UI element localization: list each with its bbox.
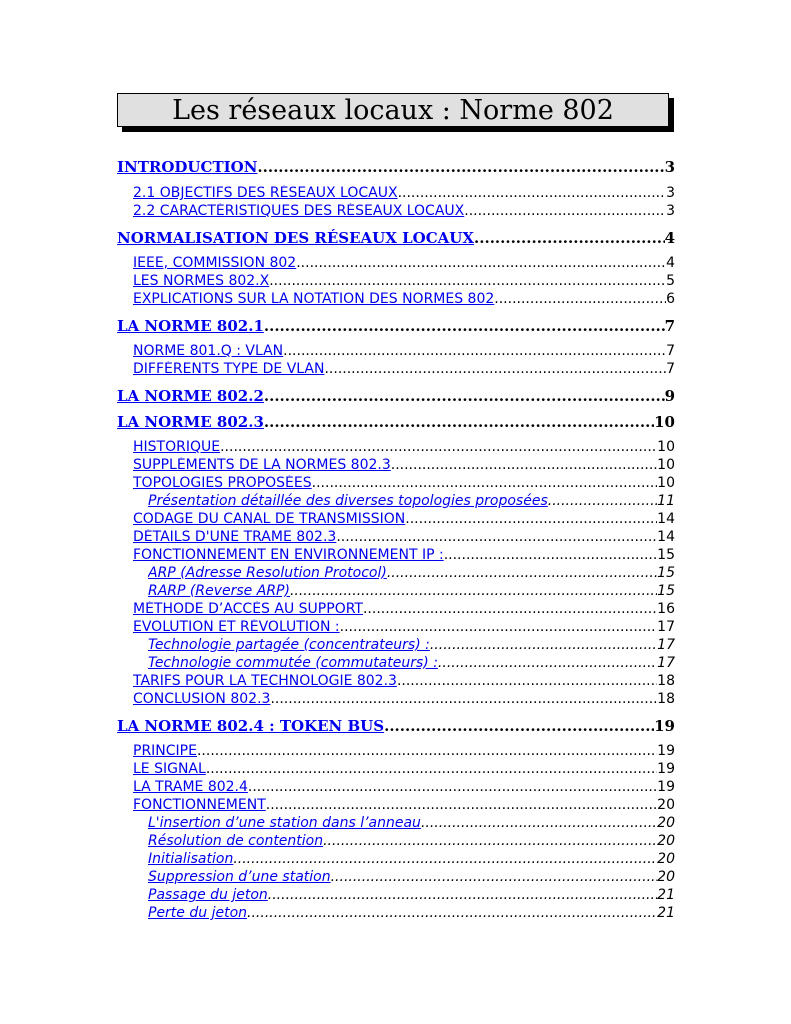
- toc-entry-level-3[interactable]: [148, 815, 675, 831]
- toc-entry-level-3[interactable]: [148, 583, 675, 599]
- toc-page-number: 3: [664, 158, 675, 176]
- toc-leader-dots: [233, 851, 657, 867]
- toc-leader-dots: [430, 637, 657, 653]
- toc-page-number: 3: [666, 185, 675, 201]
- toc-entry-link[interactable]: SUPPLÉMENTS DE LA NORMES 802.3: [133, 457, 391, 473]
- toc-entry-link[interactable]: NORMALISATION DES RÉSEAUX LOCAUX: [117, 229, 475, 247]
- toc-page-number: 17: [657, 637, 675, 653]
- toc-entry-level-2[interactable]: [133, 255, 675, 271]
- toc-leader-dots: [548, 493, 657, 509]
- toc-page-number: 3: [666, 203, 675, 219]
- toc-page-number: 18: [657, 691, 675, 707]
- toc-leader-dots: [464, 203, 666, 219]
- toc-page-number: 16: [657, 601, 675, 617]
- toc-leader-dots: [324, 361, 666, 377]
- toc-page-number: 18: [657, 673, 675, 689]
- toc-leader-dots: [296, 255, 666, 271]
- toc-entry-level-2[interactable]: [133, 361, 675, 377]
- toc-entry-level-2[interactable]: [133, 547, 675, 563]
- toc-leader-dots: [269, 273, 666, 289]
- toc-entry-link[interactable]: 2.2 CARACTÉRISTIQUES DES RÉSEAUX LOCAUX: [133, 203, 465, 219]
- toc-entry-level-2[interactable]: [133, 475, 675, 491]
- toc-entry-link[interactable]: TARIFS POUR LA TECHNOLOGIE 802.3: [133, 673, 397, 689]
- toc-entry-link[interactable]: Technologie partagée (concentrateurs) :: [148, 637, 430, 653]
- toc-entry-level-3[interactable]: [148, 869, 675, 885]
- toc-leader-dots: [494, 291, 666, 307]
- toc-entry-link[interactable]: EVOLUTION ET RÉVOLUTION :: [133, 619, 340, 635]
- toc-page-number: 19: [657, 743, 675, 759]
- toc-page-number: 10: [657, 457, 675, 473]
- toc-entry-level-2[interactable]: [133, 601, 675, 617]
- toc-leader-dots: [421, 815, 657, 831]
- toc-entry-link[interactable]: HISTORIQUE: [133, 439, 221, 455]
- toc-leader-dots: [398, 185, 667, 201]
- toc-entry-level-2[interactable]: [133, 291, 675, 307]
- toc-entry-level-2[interactable]: [133, 673, 675, 689]
- toc-leader-dots: [268, 887, 657, 903]
- toc-entry-link[interactable]: CONCLUSION 802.3: [133, 691, 271, 707]
- toc-leader-dots: [340, 619, 658, 635]
- toc-entry-level-1[interactable]: [117, 387, 675, 405]
- toc-entry-level-2[interactable]: [133, 185, 675, 201]
- toc-entry-link[interactable]: Perte du jeton: [148, 905, 248, 921]
- toc-entry-link[interactable]: Initialisation: [148, 851, 234, 867]
- toc-entry-level-3[interactable]: [148, 637, 675, 653]
- toc-entry-link[interactable]: Présentation détaillée des diverses topologies proposées: [148, 493, 548, 509]
- toc-entry-link[interactable]: LE SIGNAL: [133, 761, 206, 777]
- toc-leader-dots: [264, 413, 654, 431]
- toc-entry-level-2[interactable]: [133, 529, 675, 545]
- toc-leader-dots: [220, 439, 657, 455]
- toc-entry-level-3[interactable]: [148, 905, 675, 921]
- toc-page-number: 7: [664, 317, 675, 335]
- toc-entry-link[interactable]: IEEE, COMMISSION 802: [133, 255, 297, 271]
- toc-leader-dots: [323, 833, 657, 849]
- toc-leader-dots: [197, 743, 657, 759]
- toc-leader-dots: [266, 797, 657, 813]
- toc-page-number: 7: [666, 343, 675, 359]
- toc-page-number: 20: [657, 851, 675, 867]
- toc-page-number: 10: [657, 475, 675, 491]
- toc-leader-dots: [270, 691, 657, 707]
- toc-leader-dots: [405, 511, 657, 527]
- toc-entry-link[interactable]: EXPLICATIONS SUR LA NOTATION DES NORMES 802: [133, 291, 495, 307]
- toc-entry-link[interactable]: L'insertion d’une station dans l’anneau: [148, 815, 421, 831]
- toc-page-number: 5: [666, 273, 675, 289]
- toc-entry-level-2[interactable]: [133, 761, 675, 777]
- toc-page-number: 6: [666, 291, 675, 307]
- toc-entry-level-2[interactable]: [133, 343, 675, 359]
- toc-leader-dots: [336, 529, 657, 545]
- toc-entry-level-1[interactable]: [117, 158, 675, 176]
- toc-page-number: 4: [664, 229, 675, 247]
- toc-entry-link[interactable]: 2.1 OBJECTIFS DES RÉSEAUX LOCAUX: [133, 185, 398, 201]
- toc-leader-dots: [264, 387, 665, 405]
- toc-leader-dots: [283, 343, 666, 359]
- toc-entry-link[interactable]: Passage du jeton: [148, 887, 268, 903]
- toc-entry-level-2[interactable]: [133, 457, 675, 473]
- toc-entry-link[interactable]: LA NORME 802.1: [117, 317, 264, 335]
- toc-page-number: 15: [657, 583, 675, 599]
- toc-entry-link[interactable]: INTRODUCTION: [117, 158, 258, 176]
- toc-entry-level-2[interactable]: [133, 273, 675, 289]
- toc-page-number: 17: [657, 655, 675, 671]
- toc-leader-dots: [474, 229, 665, 247]
- toc-entry-level-2[interactable]: [133, 691, 675, 707]
- toc-entry-level-3[interactable]: [148, 851, 675, 867]
- toc-leader-dots: [397, 673, 657, 689]
- toc-page-number: 15: [657, 565, 675, 581]
- toc-leader-dots: [248, 779, 657, 795]
- toc-entry-level-2[interactable]: [133, 779, 675, 795]
- toc-entry-link[interactable]: DIFFÉRENTS TYPE DE VLAN: [133, 361, 325, 377]
- toc-entry-level-3[interactable]: [148, 565, 675, 581]
- toc-entry-link[interactable]: RARP (Reverse ARP): [148, 583, 290, 599]
- toc-entry-link[interactable]: LA NORME 802.3: [117, 413, 264, 431]
- toc-leader-dots: [391, 457, 657, 473]
- toc-entry-link[interactable]: FONCTIONNEMENT: [133, 797, 266, 813]
- toc-entry-level-3[interactable]: [148, 887, 675, 903]
- toc-entry-link[interactable]: LA NORME 802.2: [117, 387, 264, 405]
- toc-entry-level-1[interactable]: [117, 229, 675, 247]
- toc-entry-level-3[interactable]: [148, 833, 675, 849]
- toc-page-number: 20: [657, 797, 675, 813]
- toc-leader-dots: [331, 869, 658, 885]
- toc-entry-link[interactable]: LA TRAME 802.4: [133, 779, 248, 795]
- toc-leader-dots: [384, 717, 654, 735]
- toc-page-number: 15: [657, 547, 675, 563]
- toc-page-number: 19: [657, 761, 675, 777]
- toc-entry-link[interactable]: CODAGE DU CANAL DE TRANSMISSION: [133, 511, 406, 527]
- toc-entry-link[interactable]: LES NORMES 802.X: [133, 273, 270, 289]
- toc-leader-dots: [312, 475, 658, 491]
- toc-page-number: 20: [657, 869, 675, 885]
- toc-entry-link[interactable]: NORME 801.Q : VLAN: [133, 343, 284, 359]
- toc-entry-level-2[interactable]: [133, 743, 675, 759]
- toc-page-number: 21: [657, 905, 675, 921]
- toc-entry-level-1[interactable]: [117, 317, 675, 335]
- toc-entry-link[interactable]: Résolution de contention: [148, 833, 324, 849]
- toc-page-number: 19: [657, 779, 675, 795]
- toc-leader-dots: [206, 761, 657, 777]
- toc-page-number: 21: [657, 887, 675, 903]
- toc-page-number: 17: [657, 619, 675, 635]
- toc-entry-link[interactable]: ARP (Adresse Resolution Protocol): [148, 565, 387, 581]
- toc-entry-link[interactable]: FONCTIONNEMENT EN ENVIRONNEMENT IP :: [133, 547, 444, 563]
- toc-entry-level-2[interactable]: [133, 511, 675, 527]
- toc-entry-level-1[interactable]: [117, 413, 675, 431]
- toc-leader-dots: [438, 655, 657, 671]
- toc-page-number: 9: [664, 387, 675, 405]
- toc-leader-dots: [257, 158, 664, 176]
- toc-page-number: 20: [657, 833, 675, 849]
- toc-leader-dots: [363, 601, 657, 617]
- toc-page-number: 14: [657, 511, 675, 527]
- toc-page-number: 7: [666, 361, 675, 377]
- toc-entry-level-1[interactable]: [117, 717, 675, 735]
- toc-entry-level-3[interactable]: [148, 493, 675, 509]
- toc-entry-link[interactable]: PRINCIPE: [133, 743, 197, 759]
- toc-leader-dots: [444, 547, 657, 563]
- toc-entry-level-2[interactable]: [133, 439, 675, 455]
- document-title: Les réseaux locaux : Norme 802: [117, 93, 669, 127]
- toc-entry-link[interactable]: LA NORME 802.4 : TOKEN BUS: [117, 717, 385, 735]
- toc-leader-dots: [247, 905, 657, 921]
- toc-entry-level-2[interactable]: [133, 619, 675, 635]
- toc-page-number: 10: [654, 413, 675, 431]
- toc-page-number: 19: [654, 717, 675, 735]
- toc-entry-link[interactable]: Suppression d’une station: [148, 869, 331, 885]
- toc-page-number: 11: [657, 493, 675, 509]
- toc-entry-link[interactable]: DÉTAILS D'UNE TRAME 802.3: [133, 529, 337, 545]
- toc-page-number: 20: [657, 815, 675, 831]
- toc-entry-link[interactable]: TOPOLOGIES PROPOSÉES: [133, 475, 312, 491]
- toc-entry-link[interactable]: MÉTHODE D’ACCÈS AU SUPPORT: [133, 601, 363, 617]
- toc-entry-link[interactable]: Technologie commutée (commutateurs) :: [148, 655, 438, 671]
- toc-leader-dots: [264, 317, 665, 335]
- toc-leader-dots: [387, 565, 657, 581]
- toc-leader-dots: [290, 583, 657, 599]
- toc-page-number: 4: [666, 255, 675, 271]
- toc-page-number: 14: [657, 529, 675, 545]
- toc-entry-level-2[interactable]: [133, 203, 675, 219]
- toc-entry-level-2[interactable]: [133, 797, 675, 813]
- toc-entry-level-3[interactable]: [148, 655, 675, 671]
- toc-page-number: 10: [657, 439, 675, 455]
